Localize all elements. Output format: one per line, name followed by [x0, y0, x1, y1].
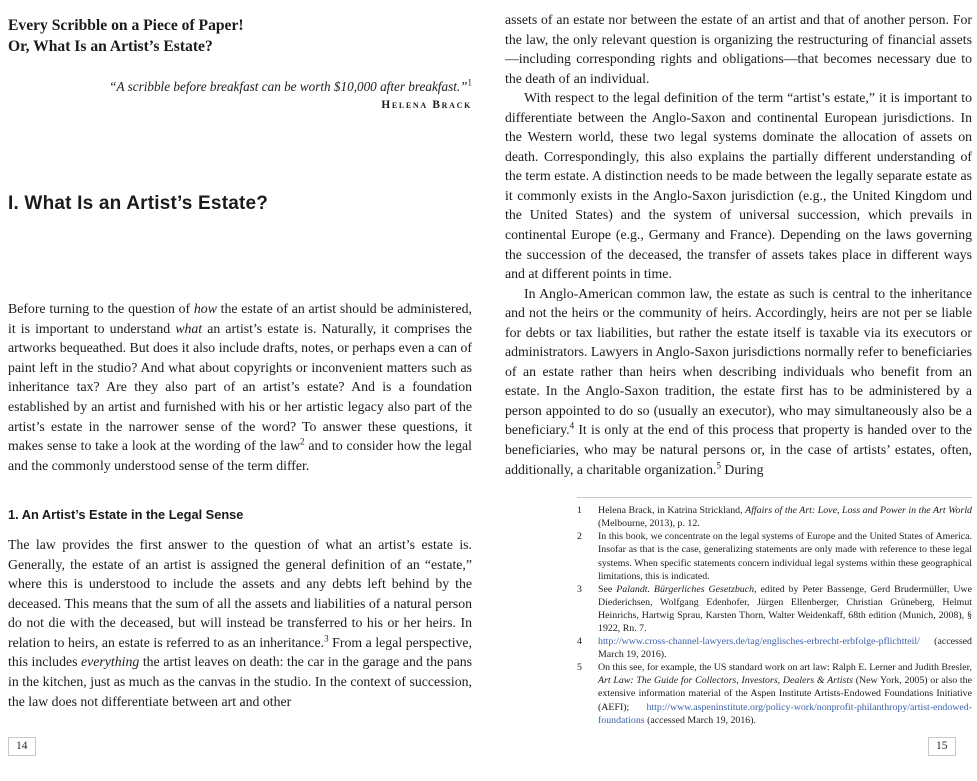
text-run: (New York, 2005) or also the extensive information material of the Aspen Institute Artists-Endowed Foundations Initiative (AEFI); [598, 675, 972, 713]
text-run: The law provides the first answer to the question of what an artist’s estate is. Generally, the estate of an artist is assigned the general definition of an “estate,” where this is understood to include the assets and any debts left behind by the deceased. This means that the sum of all the assets and liabilities of a natural person do not die with the deceased, but will instead be transferred to his or her heirs. In relation to heirs, an estate is referred to as an inheritance. [8, 537, 472, 650]
right-page [505, 0, 972, 781]
footnote-text [598, 530, 972, 582]
chapter-title-line1: Every Scribble on a Piece of Paper! [8, 17, 244, 34]
text-run: (Melbourne, 2013), p. 12. [598, 518, 700, 530]
text-run: and to consider how the legal and the commonly understood sense of the term differ. [8, 438, 472, 473]
footnote-marker: 5 [716, 459, 721, 470]
text-run: It is only at the end of this process that property is handed over to the beneficiaries, who may be natural persons or, in the case of artists’ estates, often, additionally, a charitable organization. [505, 422, 972, 477]
url-link[interactable]: http://www.cross-channel-lawyers.de/tag/englisches-erbrecht-erbfolge-pflichtteil/ [598, 636, 920, 648]
text-run: In Anglo-American common law, the estate as such is central to the inheritance and not the heirs or the community of heirs. Accordingly, heirs are not per se liable for debts or tax liabilities, but rather the estate itself is taxable via its executors or administrators. Lawyers in Anglo-Saxon jurisdictions normally refer to beneficiaries of an estate rather than heirs when describing individuals who benefit from an estate. In the Anglo-Saxon tradition, the estate first has to be administered by a person appointed to do so (usually an executor), who may simultaneously also be a beneficiary. [505, 285, 972, 438]
text-run: On this see, for example, the US standard work on art law: Ralph E. Lerner and Judith Bresler, [598, 662, 972, 674]
left-page [8, 0, 472, 781]
section-heading: I. What Is an Artist’s Estate? [8, 193, 269, 215]
page-number-left: 14 [8, 737, 36, 756]
text-run: Before turning to the question of [8, 301, 194, 317]
footnote-text [598, 504, 972, 530]
chapter-title [8, 15, 472, 57]
text-run: what [175, 320, 203, 336]
footnote [577, 661, 972, 726]
text-run: During [720, 461, 764, 477]
footnote [577, 635, 972, 661]
footnote-text [598, 583, 972, 635]
footnote-number: 3 [577, 583, 582, 595]
footnote [577, 530, 972, 582]
subsection-heading: 1. An Artist’s Estate in the Legal Sense [8, 507, 244, 523]
footnote-marker: 4 [569, 420, 575, 431]
text-run: “A scribble before breakfast can be worth $10,000 after breakfast.” [109, 79, 468, 95]
footnote-text [598, 635, 972, 661]
epigraph-attribution: Helena Brack [381, 99, 472, 112]
text-run: assets of an estate nor between the estate of an artist and that of another person. For the law, the only relevant question is organizing the restructuring of financial assets—including corresponding rights and obligations—that becomes necessary due to the death of an individual. [505, 12, 972, 86]
text-run: (accessed March 19, 2016). [598, 636, 972, 661]
body-paragraph [505, 10, 972, 88]
text-run: edited by Peter Bassenge, Gerd Brudermüller, Uwe Diederichsen, Wolfgang Edenhofer, Jürgen Ellenberger, Christian Grüneberg, Helmut Heinrichs, Hartwig Sprau, Karsten Thorn, Walter Weidenkaff, 68th edition (Munich, 2008), § 1922, Rn. 7. [598, 583, 973, 634]
text-run: the artist leaves on death: the car in the garage and the pans in the kitchen, just as much as the canvas in the studio. In the context of succession, the law does not differentiate between art and other [8, 654, 473, 709]
text-run: an artist’s estate is. Naturally, it comprises the artworks bequeathed. But does it also include drafts, notes, or perhaps even a can of paint left in the studio? And what about copyrights or inconvenient matters such as inheritance tax? Are they also part of an artist’s estate? And is a foundation established by an artist and furnished with his or her artistic legacy also part of the artist’s estate in the narrower sense of the word? To answer these questions, it makes sense to take a look at the wording of the law [8, 320, 472, 454]
text-run: how [193, 301, 217, 317]
body-paragraph [8, 299, 472, 475]
text-run: Palandt. Bürgerliches Gesetzbuch, [616, 583, 757, 595]
epigraph-quote [8, 77, 472, 96]
footnote [577, 504, 972, 530]
text-run: Helena Brack, in Katrina Strickland, [598, 505, 746, 517]
text-run: See [598, 583, 617, 595]
text-run: the estate of an artist should be administered, it is important to understand [8, 301, 472, 336]
text-run: Art Law: The Guide for Collectors, Investors, Dealers & Artists [598, 675, 853, 687]
text-run: Affairs of the Art: Love, Loss and Power in the Art World [745, 505, 972, 517]
footnote-number: 4 [577, 636, 582, 648]
body-paragraph [505, 88, 972, 283]
footnote-marker: 1 [467, 77, 472, 88]
footnote-text [598, 661, 972, 726]
text-run: (accessed March 19, 2016). [644, 714, 756, 726]
chapter-title-line2: Or, What Is an Artist’s Estate? [8, 38, 213, 56]
footnote-marker: 3 [324, 633, 329, 644]
footnote-number: 1 [577, 505, 582, 517]
footnotes-section [577, 497, 972, 727]
text-run: everything [81, 654, 140, 670]
footnote [577, 583, 972, 635]
url-link[interactable]: http://www.aspeninstitute.org/policy-work/nonprofit-philanthropy/artist-endowed-foundations [598, 701, 972, 726]
text-run: From a legal perspective, this includes [8, 634, 472, 670]
body-paragraph [505, 284, 972, 479]
body-paragraph [8, 535, 472, 711]
footnote-divider [577, 497, 972, 498]
text-run: With respect to the legal definition of the term “artist’s estate,” it is important to differentiate between the Anglo-Saxon and continental European jurisdictions. In the Western world, these two legal systems dominate the allocation of assets on death. Correspondingly, this also explains the partially different understanding of the term estate. A distinction needs to be made between the legally separate estate as it commonly exists in the Anglo-Saxon jurisdiction (e.g., the United Kingdom und the United States) and the system of universal succession, which prevails in continental Europe (e.g., Germany and France). Depending on the laws governing the succession of the deceased, the transfer of assets takes place in different ways and at different points in time. [505, 90, 972, 282]
footnote-number: 5 [577, 662, 582, 674]
footnote-number: 2 [577, 531, 582, 543]
footnote-marker: 2 [300, 436, 305, 447]
page-number-right: 15 [928, 737, 956, 756]
text-run: In this book, we concentrate on the legal systems of Europe and the United States of America. Insofar as that is the case, generalizing statements are only made with reference to these legal systems. When specific statements concern individual legal systems within these geographical limitations, this is indicated. [598, 531, 972, 582]
